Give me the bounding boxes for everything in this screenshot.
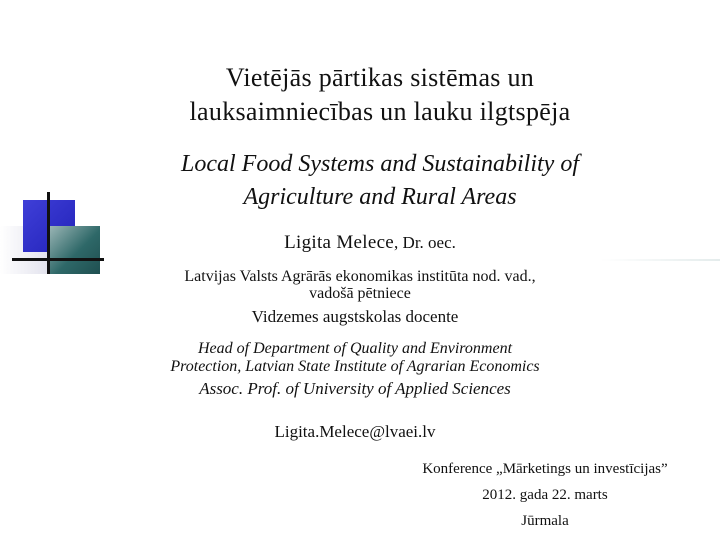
author-line — [0, 230, 720, 256]
conference-info — [380, 456, 710, 534]
divider-line — [600, 259, 720, 261]
conference-name: Konference „Mārketings un investīcijas” — [422, 461, 668, 477]
affiliation-english-line: Protection, Latvian State Institute of Agrarian Economics — [170, 358, 540, 375]
conference-place: Jūrmala — [521, 513, 569, 529]
title-latvian-line: Vietējās pārtikas sistēmas un — [225, 63, 535, 92]
title-latvian-line: lauksaimniecības un lauku ilgtspēja — [189, 97, 571, 126]
author-degree: , Dr. oec. — [394, 233, 456, 252]
ornament-horizontal-line — [12, 258, 104, 261]
affiliation-latvian-line: vadošā pētniece — [309, 285, 411, 302]
affiliation-english-second: Assoc. Prof. of University of Applied Sciences — [199, 379, 511, 398]
title-english — [0, 148, 720, 214]
conference-date: 2012. gada 22. marts — [482, 487, 608, 503]
affiliation-latvian-second: Vidzemes augstskolas docente — [251, 307, 459, 326]
affiliation-latvian-line: Latvijas Valsts Agrārās ekonomikas institūta nod. vad., — [184, 268, 536, 285]
author-email: Ligita.Melece@lvaei.lv — [274, 422, 436, 441]
author-name: Ligita Melece — [284, 232, 395, 253]
affiliation-english — [0, 340, 710, 376]
affiliation-latvian — [0, 268, 720, 302]
title-english-line: Local Food Systems and Sustainability of — [181, 151, 579, 177]
title-english-line: Agriculture and Rural Areas — [243, 184, 517, 210]
affiliation-english-line: Head of Department of Quality and Environment — [197, 340, 513, 357]
title-latvian — [0, 61, 720, 129]
